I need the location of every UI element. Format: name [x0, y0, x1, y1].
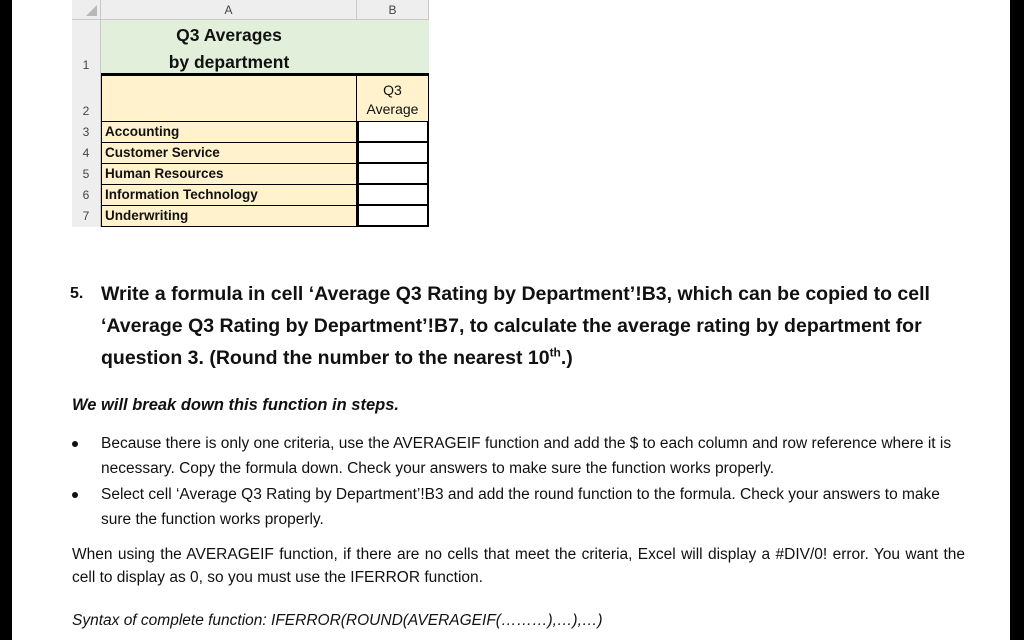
cell-b7[interactable] [357, 206, 429, 227]
cell-b5[interactable] [357, 164, 429, 185]
cell-b6[interactable] [357, 185, 429, 206]
list-item [72, 482, 967, 532]
cell-a7-department[interactable]: Underwriting [101, 206, 357, 227]
steps-list [72, 431, 967, 533]
row-header-3[interactable]: 3 [72, 122, 101, 143]
title-line-2: by department [168, 52, 290, 72]
cell-b2-header[interactable] [357, 75, 429, 122]
select-all-corner[interactable] [72, 0, 101, 20]
header-b-line-1: Q3 [383, 82, 402, 98]
steps-heading: We will break down this function in steps. [72, 396, 399, 414]
row-header-2[interactable]: 2 [72, 75, 101, 122]
question-main-text: Write a formula in cell ‘Average Q3 Rating by Department’!B3, which can be copied to cell ‘Average Q3 Rating by Department’!B7, to calculate the average rating by department for question 3. (Round the number to the nearest 10 [101, 283, 930, 369]
cell-a3-department[interactable]: Accounting [101, 122, 357, 143]
cell-a2[interactable] [101, 75, 357, 122]
row-header-7[interactable]: 7 [72, 206, 101, 227]
spreadsheet-excerpt [72, 0, 419, 227]
question-text [101, 278, 965, 374]
title-line-1: Q3 Averages [176, 25, 282, 45]
bullet-text-1: Because there is only one criteria, use the AVERAGEIF function and add the $ to each column and row reference where it is necessary. Copy the formula down. Check your answers to make sure the function works properly. [101, 435, 952, 477]
cell-a4-department[interactable]: Customer Service [101, 143, 357, 164]
bullet-text-2: Select cell ‘Average Q3 Rating by Department’!B3 and add the round function to the formula. Check your answers to make sure the function works properly. [101, 486, 940, 528]
cell-b4[interactable] [357, 143, 429, 164]
row-header-6[interactable]: 6 [72, 185, 101, 206]
row-header-4[interactable]: 4 [72, 143, 101, 164]
bullet-dot-icon [72, 492, 78, 498]
column-header-a[interactable]: A [101, 0, 357, 20]
select-all-triangle-icon [86, 5, 97, 16]
cell-a6-department[interactable]: Information Technology [101, 185, 357, 206]
cell-a1-title[interactable] [101, 20, 429, 75]
bullet-dot-icon [72, 441, 78, 447]
question-end: .) [560, 347, 573, 369]
header-b-line-2: Average [366, 101, 419, 117]
iferror-note: When using the AVERAGEIF function, if there are no cells that meet the criteria, Excel will display a #DIV/0! error. You want the cell to display as 0, so you must use the IFERROR function. [72, 546, 965, 586]
question-superscript: th [549, 345, 561, 360]
syntax-line: Syntax of complete function: IFERROR(ROUND(AVERAGEIF(………),…),…) [72, 612, 603, 629]
question-5 [70, 278, 965, 374]
list-item [72, 431, 967, 481]
document-page [12, 0, 1010, 640]
question-number: 5. [70, 285, 84, 302]
row-header-5[interactable]: 5 [72, 164, 101, 185]
cell-a5-department[interactable]: Human Resources [101, 164, 357, 185]
row-header-1[interactable]: 1 [72, 20, 101, 75]
cell-b3[interactable] [357, 122, 429, 143]
column-header-b[interactable]: B [357, 0, 429, 20]
